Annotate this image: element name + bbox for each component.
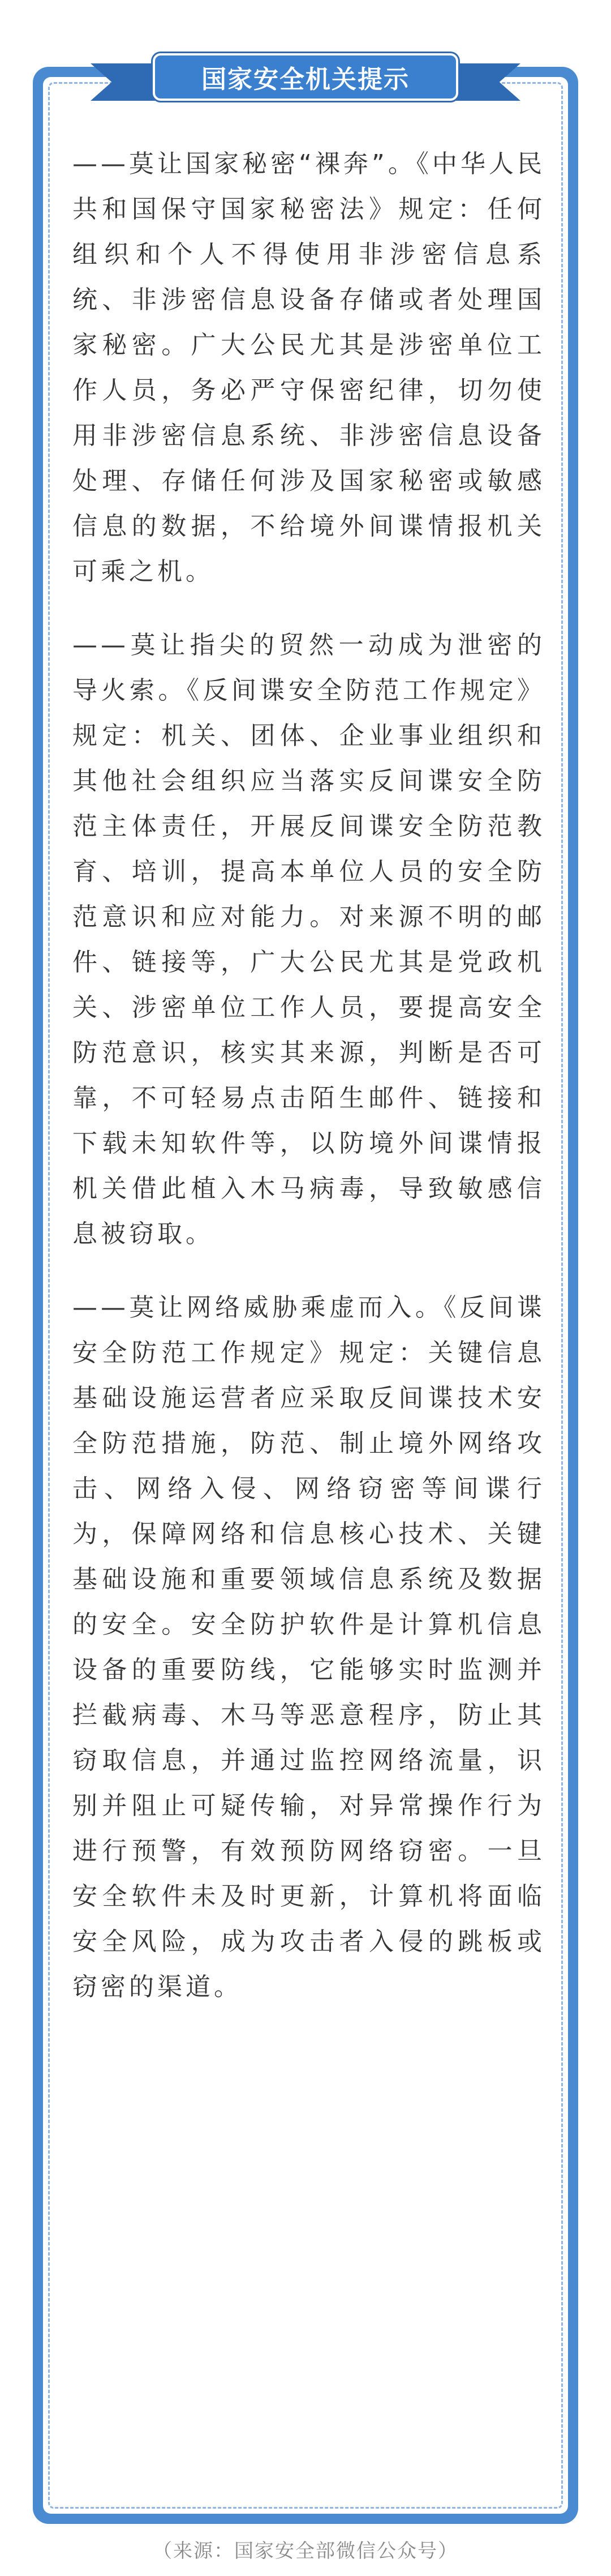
banner-label (153, 53, 458, 101)
paragraph-secrets: ——莫让国家秘密“裸奔”。《中华人民共和国保守国家秘密法》规定：任何组织和个人不得使用非涉密信息系统、非涉密信息设备存储或者处理国家秘密。广大公民尤其是涉密单位工作人员，务必严守保密纪律，切勿使用非涉密信息系统、非涉密信息设备处理、存储任何涉及国家秘密或敏感信息的数据，不给境外间谍情报机关可乘之机。 (72, 149, 545, 586)
banner-title: 国家安全机关提示 (201, 65, 410, 94)
title-banner (91, 34, 520, 119)
paragraph-phishing: ——莫让指尖的贸然一动成为泄密的导火索。《反间谍安全防范工作规定》规定：机关、团体、企业事业组织和其他社会组织应当落实反间谍安全防范主体责任，开展反间谍安全防范教育、培训，提高本单位人员的安全防范意识和应对能力。对来源不明的邮件、链接等，广大公民尤其是党政机关、涉密单位工作人员，要提高安全防范意识，核实其来源，判断是否可靠，不可轻易点击陌生邮件、链接和下载未知软件等，以防境外间谍情报机关借此植入木马病毒，导致敏感信息被窃取。 (72, 631, 545, 1248)
paragraph-network: ——莫让网络威胁乘虚而入。《反间谍安全防范工作规定》规定：关键信息基础设施运营者应采取反间谍技术安全防范措施，防范、制止境外网络攻击、网络入侵、网络窃密等间谍行为，保障网络和信息核心技术、关键基础设施和重要领域信息系统及数据的安全。安全防护软件是计算机信息设备的重要防线，它能够实时监测并拦截病毒、木马等恶意程序，防止其窃取信息，并通过监控网络流量，识别并阻止可疑传输，对异常操作行为进行预警，有效预防网络窃密。一旦安全软件未及时更新，计算机将面临安全风险，成为攻击者入侵的跳板或窃密的渠道。 (72, 1293, 545, 2001)
source-note: （来源：国家安全部微信公众号） (153, 2540, 458, 2562)
notice-content (72, 142, 545, 2440)
